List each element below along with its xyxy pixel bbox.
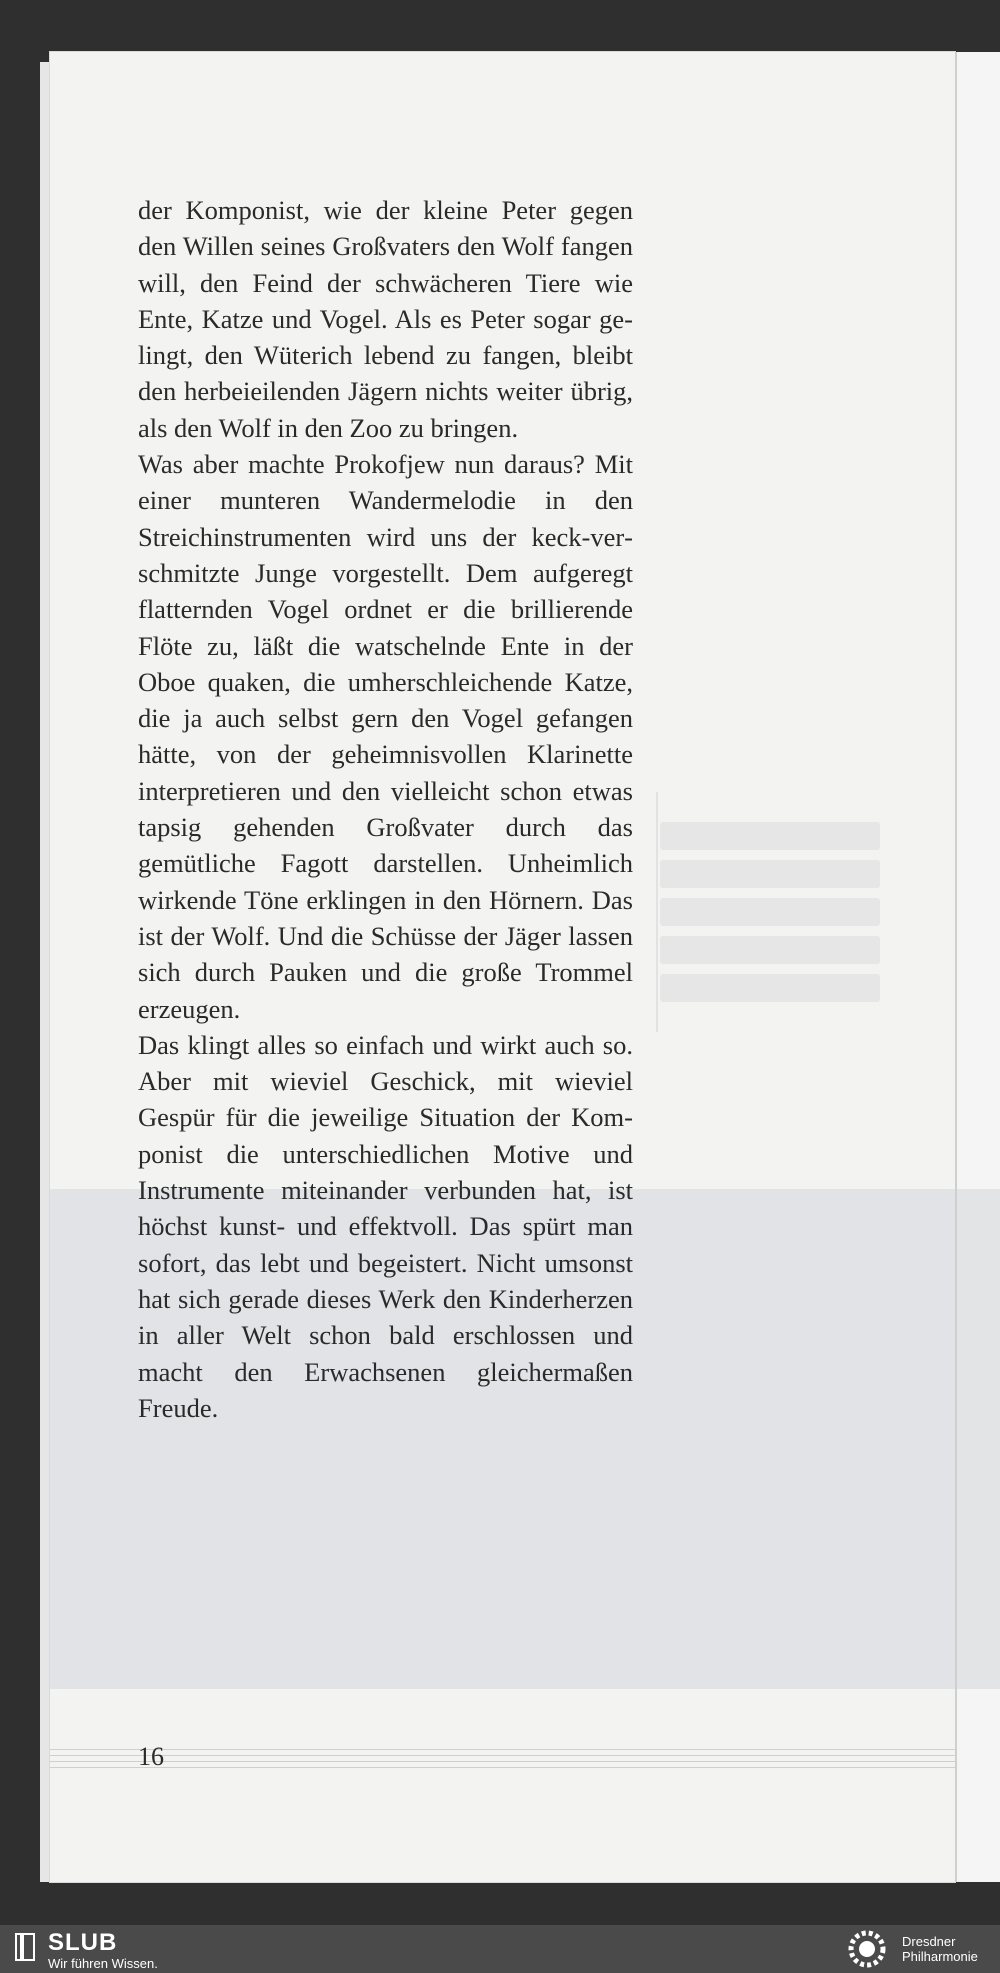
library-name: SLUB [48,1929,118,1956]
slub-logo-icon [14,1932,36,1962]
body-text [138,192,633,1426]
margin-rule [656,792,658,1032]
partner-name: Dresdner Philharmonie [902,1934,978,1964]
footer-rules [50,1749,955,1773]
viewer-footer [0,1925,1000,1973]
paragraph-3: Das klingt alles so einfach und wirkt auch so. Aber mit wieviel Geschick, mit wieviel Gespür für die jeweilige Situation der Komponist die unterschiedlichen Motive und Instrumente miteinander verbunden hat, ist höchst kunst- und effektvoll. Das spürt man sofort, das lebt und begeistert. Nicht umsonst hat sich gerade dieses Werk den Kinderherzen in aller Welt schon bald erschlossen und macht den Erwachsenen gleichermaßen Freude. [138,1029,633,1423]
philharmonie-logo-icon [842,1929,892,1969]
document-page [50,52,955,1882]
paragraph-2: Was aber machte Prokofjew nun daraus? Mit einer munteren Wandermelodie in den Streichinstrumenten wird uns der keck-verschmitzte Junge vorgestellt. Dem aufgeregt flatternden Vogel ordnet er die brillierende Flöte zu, läßt die watschelnde Ente in der Oboe quaken, die umherschleichende Katze, die ja auch selbst gern den Vogel gefangen hätte, von der geheimnisvollen Klarinette interpretieren und den vielleicht schon etwas tapsig gehenden Großvater durch das gemütliche Fagott darstellen. Unheimlich wirkende Töne erklingen in den Hörnern. Das ist der Wolf. Und die Schüsse der Jäger lassen sich durch Pauken und die große Trommel erzeugen. [138,449,633,1024]
next-page-edge [955,52,1000,1882]
bleed-through-sidebar [660,812,880,1012]
page-number: 16 [138,1742,164,1771]
paragraph-1: der Komponist, wie der kleine Peter gegen den Willen seines Großvaters den Wolf fangen will, den Feind der schwächeren Tiere wie Ente, Katze und Vogel. Als es Peter sogar gelingt, den Wüterich lebend zu fangen, bleibt den herbeieilenden Jägern nichts weiter übrig, als den Wolf in den Zoo zu bringen. [138,195,633,443]
page-edge-left [40,62,50,1882]
library-tagline: Wir führen Wissen. [48,1956,158,1971]
